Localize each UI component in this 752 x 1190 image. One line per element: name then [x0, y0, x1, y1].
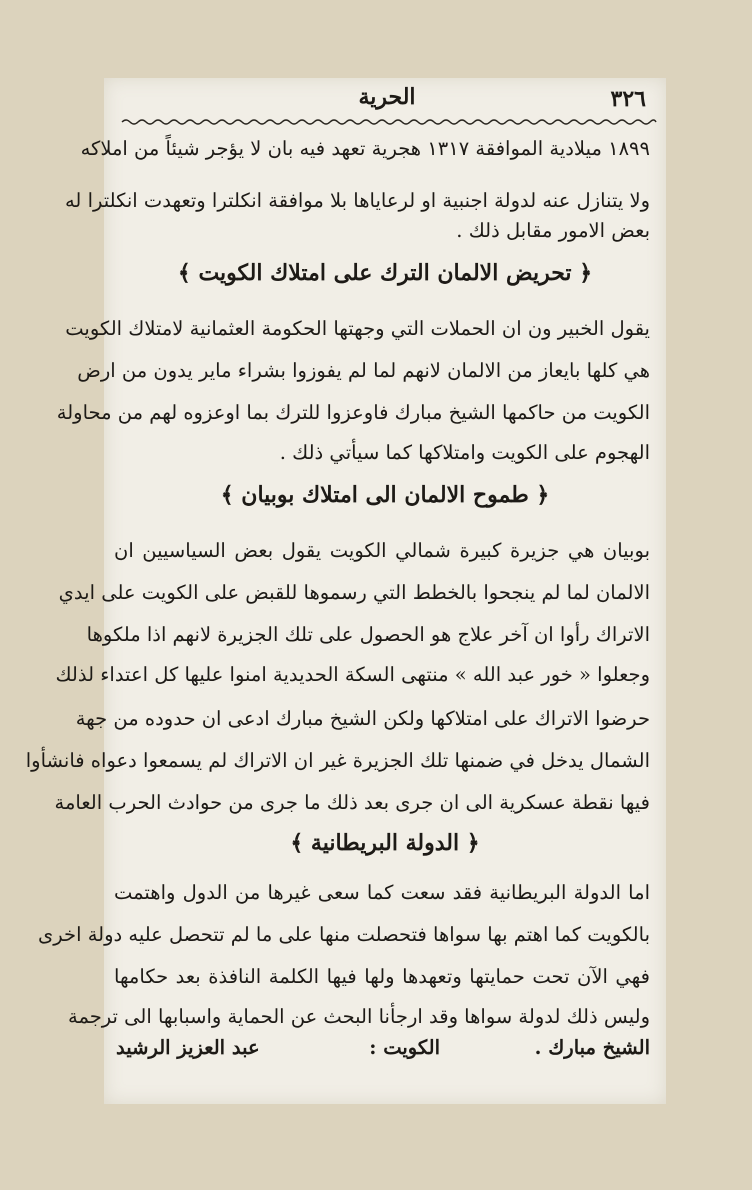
- text-line: هي كلها بايعاز من الالمان لانهم لما لم يفوزوا بشراء ماير يدون من ارض: [77, 359, 650, 382]
- text-line: ولا يتنازل عنه لدولة اجنبية او لرعاياها بلا موافقة انكلترا وتعهدت انكلترا له: [64, 189, 650, 212]
- closing-line: [116, 1036, 650, 1066]
- closing-place: الكويت :: [369, 1036, 440, 1059]
- text-line: اما الدولة البريطانية فقد سعت كما سعى غيرها من الدول واهتمت: [114, 881, 650, 904]
- text-line: الالمان لما لم ينجحوا بالخطط التي رسموها للقبض على الكويت على ايدي: [58, 581, 650, 604]
- running-title: الحرية: [358, 84, 416, 110]
- section-heading: ﴿ تحريض الالمان الترك على امتلاك الكويت ﴾: [177, 260, 593, 286]
- text-line: يقول الخبير ون ان الحملات التي وجهتها الحكومة العثمانية لامتلاك الكويت: [65, 317, 650, 340]
- page-header: [128, 84, 646, 118]
- author-signature: عبد العزيز الرشيد: [116, 1036, 260, 1059]
- text-line: الهجوم على الكويت وامتلاكها كما سيأتي ذلك .: [279, 441, 650, 464]
- text-line: بالكويت كما اهتم بها سواها فتحصلت منها على ما لم تتحصل عليه دولة اخرى: [38, 923, 650, 946]
- page-number: ٣٢٦: [610, 86, 646, 112]
- text-line: ١٨٩٩ ميلادية الموافقة ١٣١٧ هجرية تعهد فيه بان لا يؤجر شيئاً من املاكه: [80, 137, 650, 160]
- section-heading: ﴿ الدولة البريطانية ﴾: [290, 830, 480, 856]
- text-line: بوبيان هي جزيرة كبيرة شمالي الكويت يقول بعض السياسيين ان: [114, 539, 650, 562]
- text-line: الاتراك رأوا ان آخر علاج هو الحصول على تلك الجزيرة لانهم اذا ملكوها: [86, 623, 650, 646]
- page-scan: [25, 78, 666, 1104]
- text-line: فيها نقطة عسكرية الى ان جرى بعد ذلك ما جرى من حوادث الحرب العامة: [54, 791, 650, 814]
- closing-last-words: الشيخ مبارك .: [534, 1036, 650, 1059]
- text-line: حرضوا الاتراك على امتلاكها ولكن الشيخ مبارك ادعى ان حدوده من جهة: [75, 707, 650, 730]
- text-line: وجعلوا « خور عبد الله » منتهى السكة الحديدية امنوا عليها كل اعتداء لذلك: [55, 663, 650, 686]
- text-line: وليس ذلك لدولة سواها وقد ارجأنا البحث عن الحماية واسبابها الى ترجمة: [67, 1005, 650, 1028]
- text-line: بعض الامور مقابل ذلك .: [456, 219, 650, 242]
- section-heading: ﴿ طموح الالمان الى امتلاك بوبيان ﴾: [220, 482, 550, 508]
- decorative-rule: [122, 118, 656, 126]
- text-line: الشمال يدخل في ضمنها تلك الجزيرة غير ان الاتراك لم يسمعوا دعواه فانشأوا: [25, 749, 650, 772]
- text-line: فهي الآن تحت حمايتها وتعهدها ولها فيها الكلمة النافذة بعد حكامها: [114, 965, 650, 988]
- text-line: الكويت من حاكمها الشيخ مبارك فاوعزوا للترك بما اوعزوه لهم من محاولة: [56, 401, 650, 424]
